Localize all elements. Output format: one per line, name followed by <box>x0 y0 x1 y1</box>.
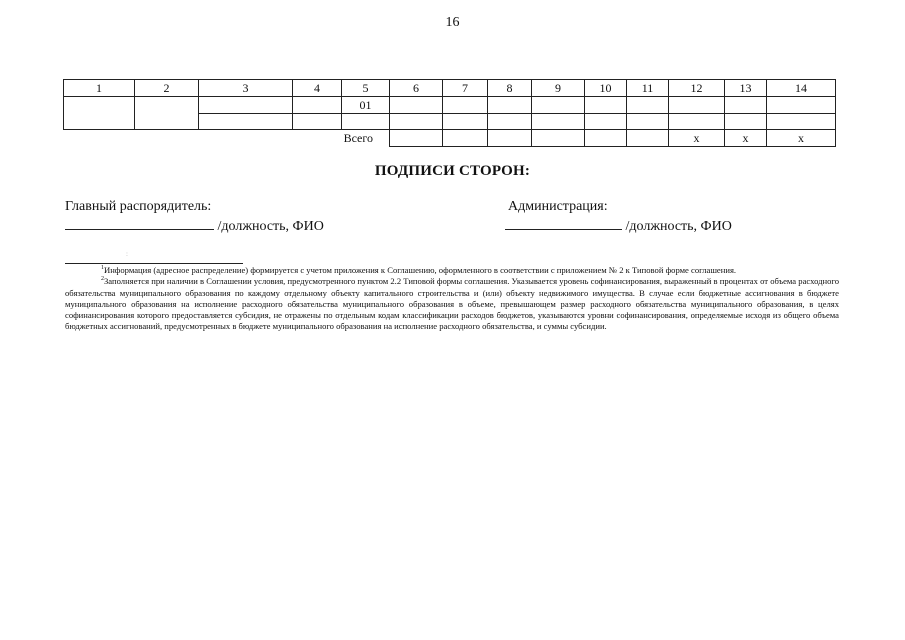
signature-line-right <box>508 216 732 236</box>
table-total-row <box>64 130 836 147</box>
x-mark-13: x <box>725 130 767 147</box>
header-cell-6: 6 <box>390 80 443 97</box>
footnote-2-mark: 2 <box>101 276 104 283</box>
signature-block-left <box>65 198 324 236</box>
table-cell <box>135 97 199 130</box>
table-cell <box>725 97 767 114</box>
table-cell <box>390 97 443 114</box>
table-cell <box>767 114 836 130</box>
table-cell <box>488 97 532 114</box>
table-cell <box>627 130 669 147</box>
scan-artifact: : <box>126 250 128 258</box>
table-cell <box>293 114 342 130</box>
table-cell <box>390 130 443 147</box>
table-cell <box>64 97 135 130</box>
footnote-1-text: Информация (адресное распределение) формируется с учетом приложения к Соглашению, оформленного в соответствии с приложением № 2 к Типовой форме соглашения. <box>104 265 737 275</box>
signatures-title: ПОДПИСИ СТОРОН: <box>374 163 531 179</box>
signatory-label-right: Администрация: <box>508 199 608 214</box>
header-cell-1: 1 <box>64 80 135 97</box>
footnotes <box>65 265 839 333</box>
table-cell <box>488 114 532 130</box>
footnote-2-text: Заполняется при наличии в Соглашении условия, предусмотренного пунктом 2.2 Типовой формы соглашения. Указывается уровень софинансирования, выраженный в процентах от объема расходного обязательства муниципального образования по каждому отдельному объекту капитального строительства и (или) объекту недвижимого имущества. В случае если бюджетные ассигнования в бюджете муниципального образования на исполнение расходного обязательства муниципального образования в объеме, превышающем размер расходного обязательства муниципального образования, в целях софинансирования которого предоставляется субсидия, не отражены по отдельным кодам классификации расходов бюджетов, указываются уровни софинансирования, определяемые исходя из общего объема бюджетных ассигнований, предусмотренных в бюджете муниципального образования на исполнение расходного обязательства, и суммы субсидии. <box>65 276 839 332</box>
table-cell <box>627 114 669 130</box>
header-cell-9: 9 <box>532 80 585 97</box>
table-cell <box>627 97 669 114</box>
table-header-row <box>64 80 836 97</box>
table-cell <box>585 97 627 114</box>
table-cell <box>293 97 342 114</box>
header-cell-5: 5 <box>342 80 390 97</box>
footnote-1-mark: 1 <box>101 265 104 272</box>
header-cell-10: 10 <box>585 80 627 97</box>
header-cell-14: 14 <box>767 80 836 97</box>
footnote-1 <box>65 265 839 276</box>
signature-line-left <box>65 216 324 236</box>
header-cell-2: 2 <box>135 80 199 97</box>
table-cell <box>443 114 488 130</box>
position-name-label-right: /должность, ФИО <box>625 219 732 234</box>
table-cell <box>342 114 390 130</box>
x-mark-14: x <box>767 130 836 147</box>
signature-block-right <box>508 198 732 236</box>
table-cell <box>585 114 627 130</box>
position-name-label-left: /должность, ФИО <box>217 219 324 234</box>
table-row <box>64 97 836 114</box>
table-cell <box>767 97 836 114</box>
table-cell <box>725 114 767 130</box>
signatory-label-left: Главный распорядитель: <box>65 199 212 214</box>
allocation-table <box>63 79 836 147</box>
header-cell-13: 13 <box>725 80 767 97</box>
table-cell <box>443 97 488 114</box>
header-cell-11: 11 <box>627 80 669 97</box>
code-cell: 01 <box>342 97 390 114</box>
table-cell <box>532 97 585 114</box>
page-number: 16 <box>445 15 460 30</box>
total-label: Всего <box>64 130 390 147</box>
table-cell <box>443 130 488 147</box>
footnote-2 <box>65 276 839 332</box>
header-cell-12: 12 <box>669 80 725 97</box>
footnote-separator <box>65 263 243 264</box>
table-cell <box>488 130 532 147</box>
header-cell-8: 8 <box>488 80 532 97</box>
table-cell <box>532 130 585 147</box>
table-cell <box>199 97 293 114</box>
table-cell <box>669 97 725 114</box>
table-cell <box>390 114 443 130</box>
x-mark-12: x <box>669 130 725 147</box>
signature-blank-left <box>65 216 214 230</box>
signature-blank-right <box>505 216 622 230</box>
table-cell <box>199 114 293 130</box>
header-cell-7: 7 <box>443 80 488 97</box>
header-cell-3: 3 <box>199 80 293 97</box>
table-cell <box>585 130 627 147</box>
header-cell-4: 4 <box>293 80 342 97</box>
table-cell <box>669 114 725 130</box>
table-cell <box>532 114 585 130</box>
